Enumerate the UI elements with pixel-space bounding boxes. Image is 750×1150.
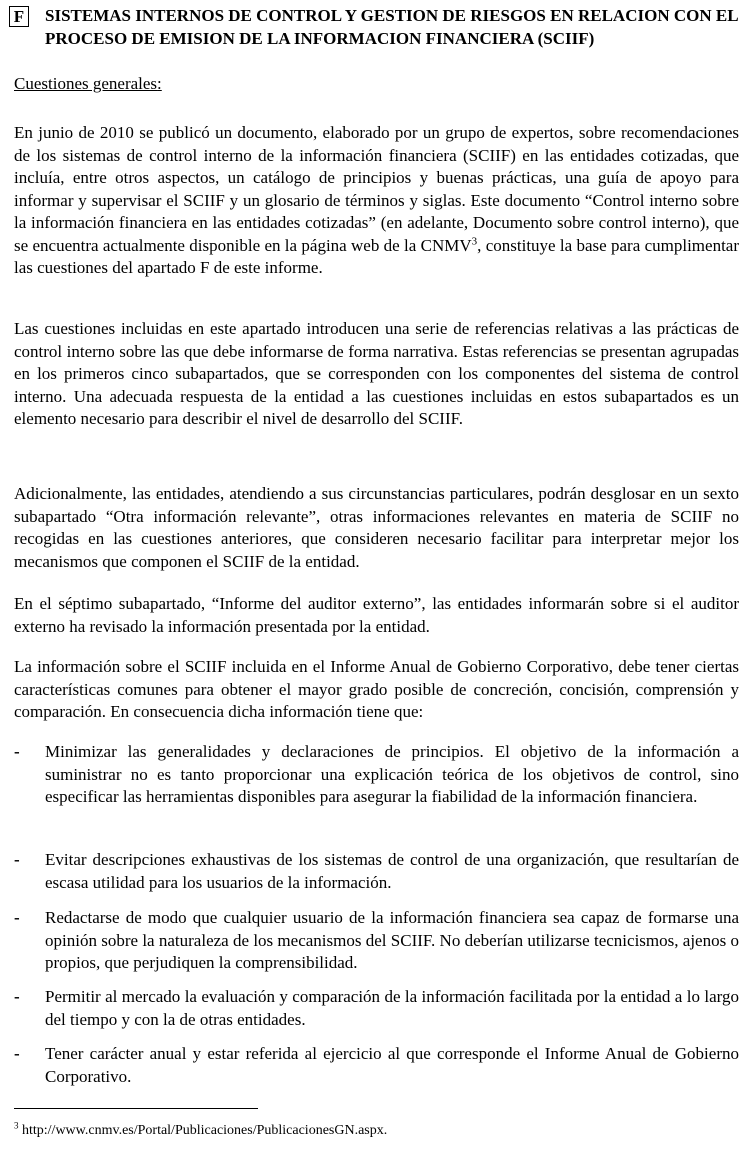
bullet-dash: - bbox=[14, 742, 20, 761]
section-letter-badge: F bbox=[9, 6, 29, 27]
footnote bbox=[14, 1122, 387, 1140]
list-item-text: Minimizar las generalidades y declaraciones de principios. El objetivo de la información a suministrar no es tanto proporcionar una explicación teórica de los objetivos de control, sino especificar las herramientas disponibles para asegurar la fiabilidad de la información financiera. bbox=[45, 742, 739, 806]
paragraph-references: Las cuestiones incluidas en este apartado introducen una serie de referencias relativas a las prácticas de control interno sobre las que debe informarse de forma narrativa. Estas referencias se presentan agrupadas en los primeros cinco subapartados, que se corresponden con los componentes del sistema de control interno. Una adecuada respuesta de la entidad a las cuestiones incluidas en estos subapartados es un elemento necesario para describir el nivel de desarrollo del SCIIF. bbox=[14, 319, 739, 428]
bullet-dash: - bbox=[14, 908, 20, 927]
list-item bbox=[14, 907, 739, 975]
subsection-heading-colon: : bbox=[157, 74, 162, 93]
section-header bbox=[9, 4, 741, 50]
footnote-number: 3 bbox=[14, 1120, 19, 1131]
list-item-text: Permitir al mercado la evaluación y comparación de la información facilitada por la entidad a lo largo del tiempo y con la de otras entidades. bbox=[45, 987, 739, 1029]
list-item bbox=[14, 986, 739, 1031]
list-item-text: Tener carácter anual y estar referida al ejercicio al que corresponde el Informe Anual de Gobierno Corporativo. bbox=[45, 1044, 739, 1086]
bullet-dash: - bbox=[14, 1044, 20, 1063]
bullet-dash: - bbox=[14, 850, 20, 869]
subsection-heading bbox=[14, 74, 162, 94]
list-item-text: Redactarse de modo que cualquier usuario de la información financiera sea capaz de formarse una opinión sobre la naturaleza de los mecanismos del SCIIF. No deberían utilizarse tecnicismos, ajenos o propios, que perjudiquen la comprensibilidad. bbox=[45, 908, 739, 972]
paragraph-intro-continuation: , constituye la base para cumplimentar las cuestiones del apartado F de este informe. bbox=[14, 235, 739, 277]
subsection-heading-text: Cuestiones generales bbox=[14, 74, 158, 93]
paragraph-requirements: La información sobre el SCIIF incluida en el Informe Anual de Gobierno Corporativo, debe tener ciertas características comunes para obtener el mayor grado posible de concreción, concisión, comprensión y comparación. En consecuencia dicha información tiene que: bbox=[14, 657, 739, 721]
list-item bbox=[14, 1043, 739, 1088]
paragraph-intro bbox=[14, 122, 739, 280]
paragraph-additional: Adicionalmente, las entidades, atendiendo a sus circunstancias particulares, podrán desglosar en un sexto subapartado “Otra información relevante”, otras informaciones relevantes en materia de SCIIF no recogidas en las cuestiones anteriores, que consideren necesario facilitar para interpretar mejor los mecanismos que componen el SCIIF de la entidad. bbox=[14, 484, 739, 571]
bullet-dash: - bbox=[14, 987, 20, 1006]
paragraph-intro-text: En junio de 2010 se publicó un documento, elaborado por un grupo de expertos, sobre recomendaciones de los sistemas de control interno de la información financiera (SCIIF) en las entidades cotizadas, que incluía, entre otros aspectos, un catálogo de principios y buenas prácticas, una guía de apoyo para informar y supervisar el SCIIF y un glosario de términos y siglas. Este documento “Control interno sobre la información financiera en las entidades cotizadas” (en adelante, Documento sobre control interno), que se encuentra actualmente disponible en la página web de la CNMV bbox=[14, 123, 739, 255]
paragraph-auditor: En el séptimo subapartado, “Informe del auditor externo”, las entidades informarán sobre si el auditor externo ha revisado la información presentada por la entidad. bbox=[14, 594, 739, 636]
footnote-reference[interactable]: 3 bbox=[471, 234, 478, 247]
list-item bbox=[14, 849, 739, 894]
section-title: SISTEMAS INTERNOS DE CONTROL Y GESTION DE RIESGOS EN RELACION CON EL PROCESO DE EMISION DE LA INFORMACION FINANCIERA (SCIIF) bbox=[45, 6, 738, 48]
list-item-text: Evitar descripciones exhaustivas de los sistemas de control de una organización, que resultarían de escasa utilidad para los usuarios de la información. bbox=[45, 850, 739, 892]
footnote-divider bbox=[14, 1108, 258, 1109]
footnote-link[interactable]: http://www.cnmv.es/Portal/Publicaciones/PublicacionesGN.aspx. bbox=[22, 1123, 388, 1138]
list-item bbox=[14, 741, 739, 809]
